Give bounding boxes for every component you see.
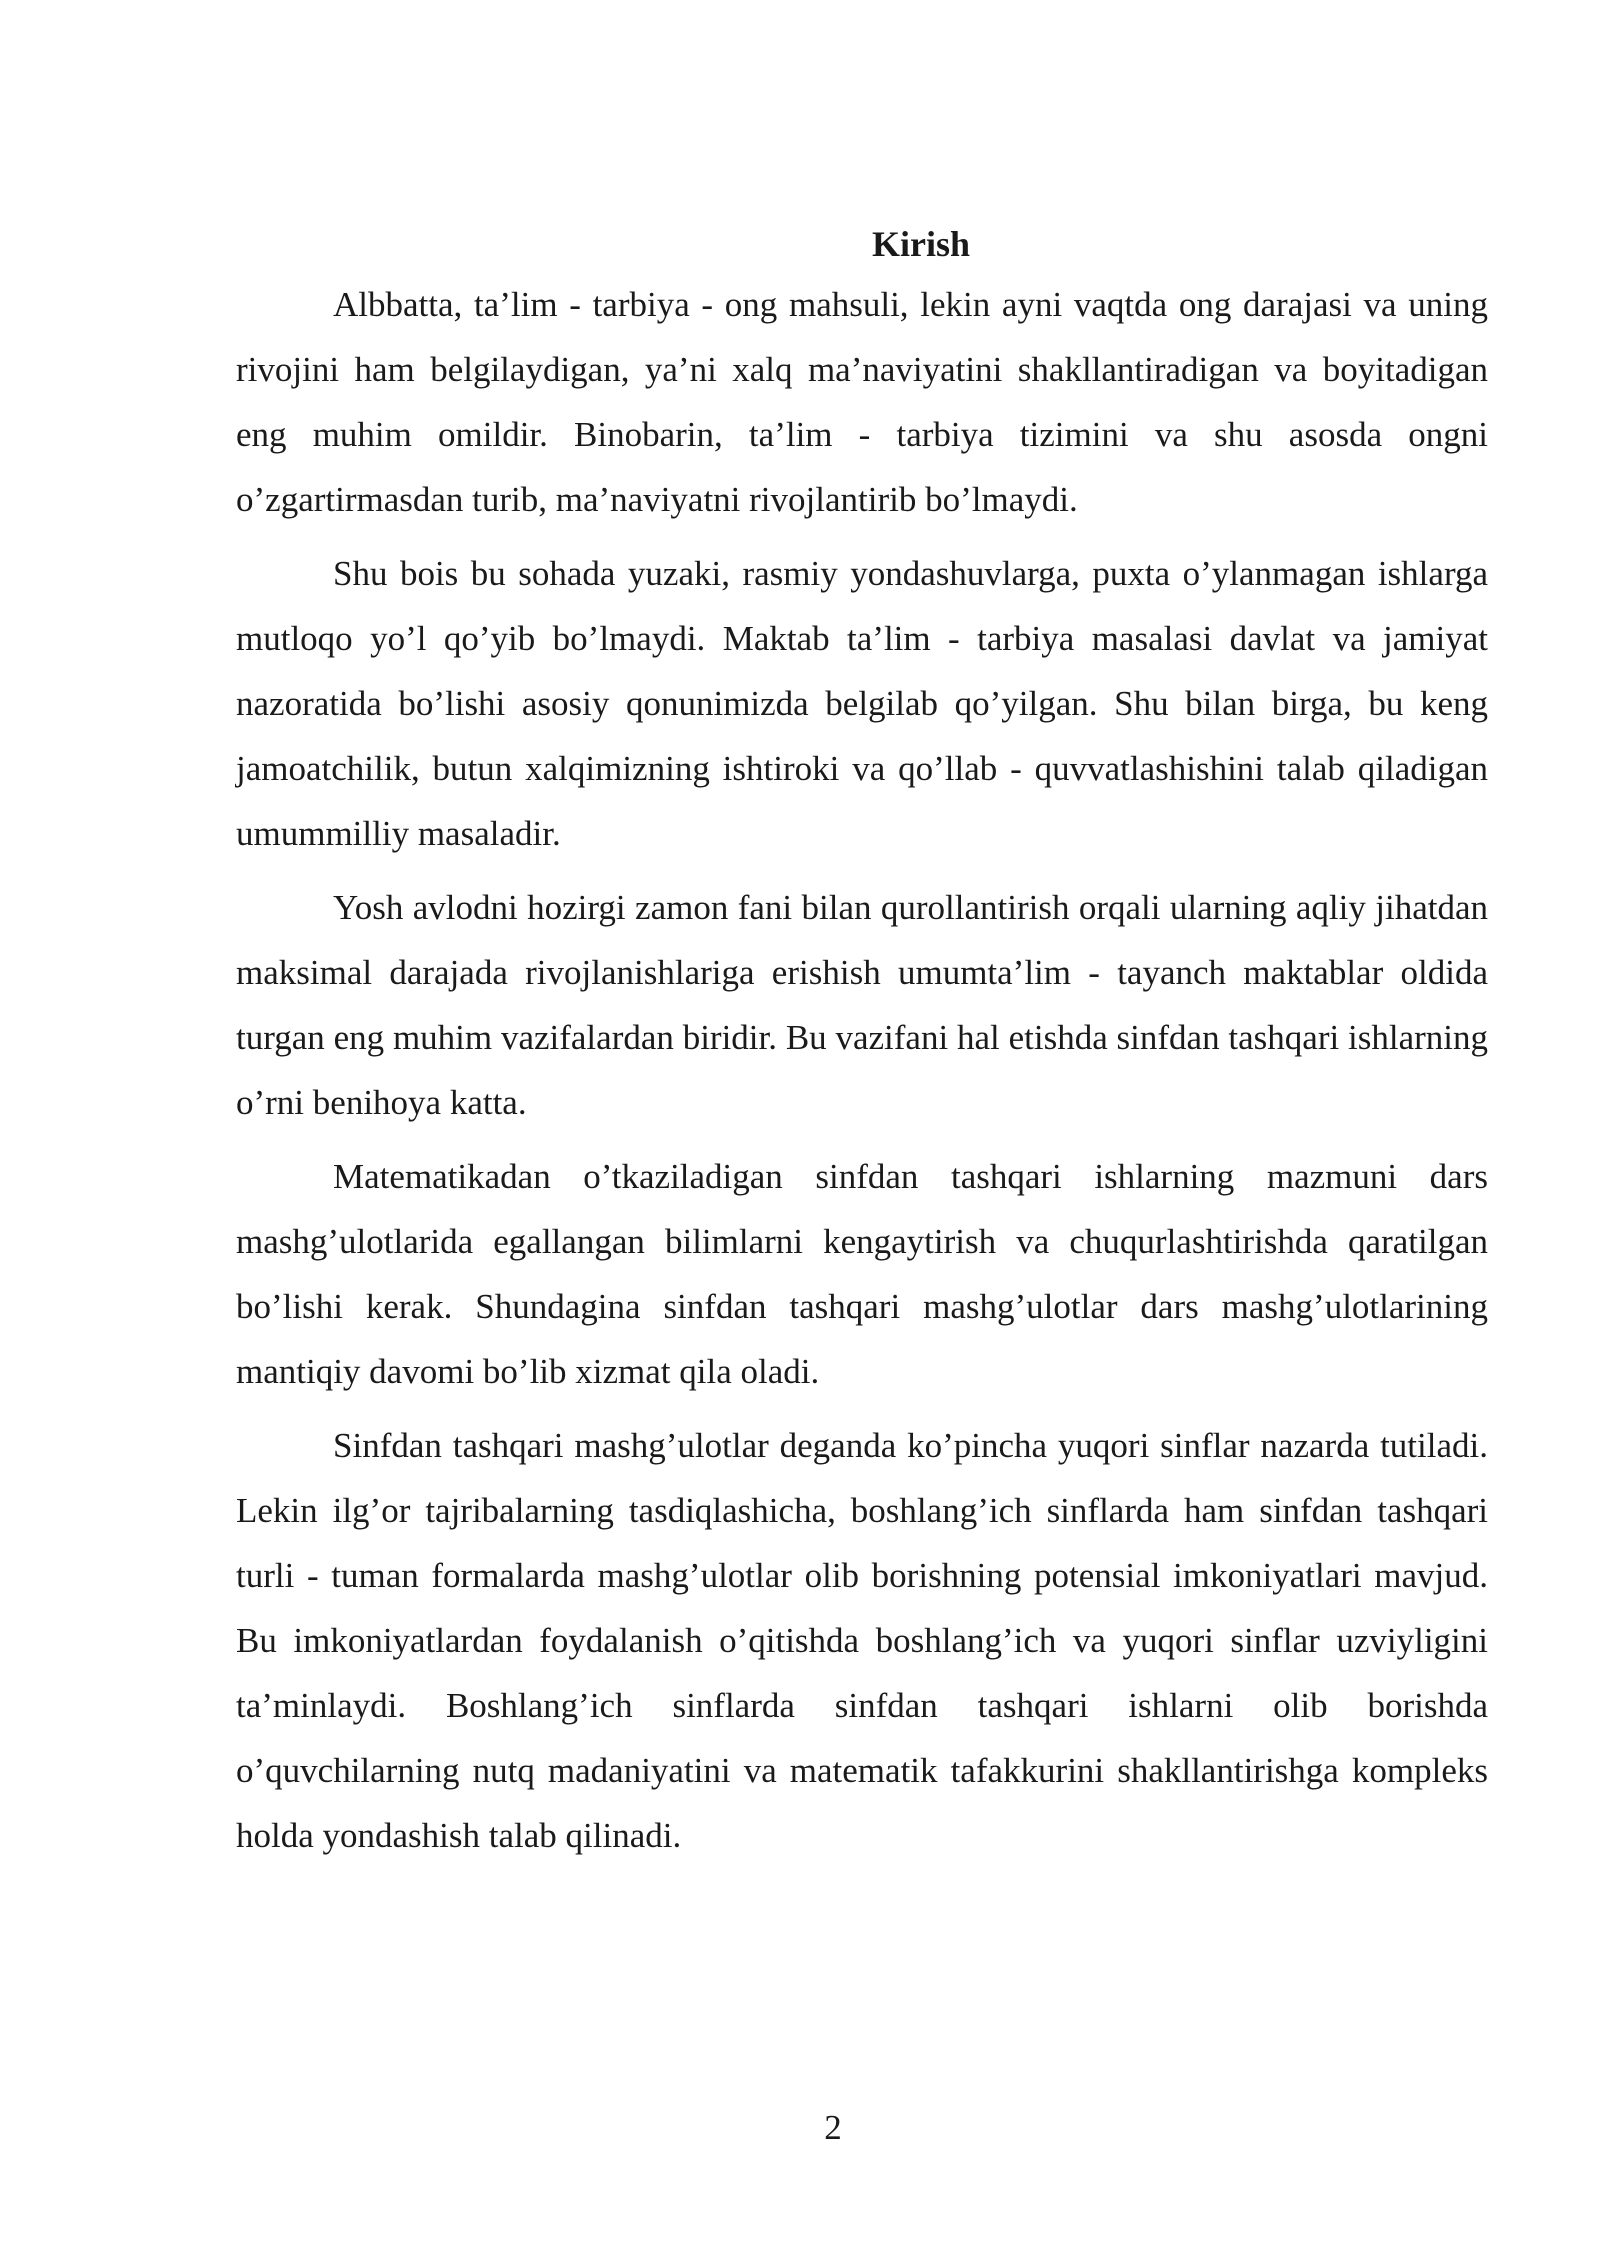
page-content: [236, 216, 1488, 1877]
section-title: Kirish: [871, 224, 970, 264]
paragraph: Albbatta, ta’lim - tarbiya - ong mahsuli, lekin ayni vaqtda ong darajasi va uning rivojini ham belgilaydigan, ya’ni xalq ma’naviyatini shakllantiradigan va boyitadigan eng muhim omildir. Binobarin, ta’lim - tarbiya tizimini va shu asosda ongni o’zgartirmasdan turib, ma’naviyatni rivojlantirib bo’lmaydi.: [236, 285, 1488, 519]
page-number: 2: [824, 2108, 842, 2147]
paragraph: Matematikadan o’tkaziladigan sinfdan tashqari ishlarning mazmuni dars mashg’ulotlarida egallangan bilimlarni kengaytirish va chuqurlashtirishda qaratilgan bo’lishi kerak. Shundagina sinfdan tashqari mashg’ulotlar dars mashg’ulotlarining mantiqiy davomi bo’lib xizmat qila oladi.: [236, 1157, 1488, 1391]
paragraph: Yosh avlodni hozirgi zamon fani bilan qurollantirish orqali ularning aqliy jihatdan maksimal darajada rivojlanishlariga erishish umumta’lim - tayanch maktablar oldida turgan eng muhim vazifalardan biridir. Bu vazifani hal etishda sinfdan tashqari ishlarning o’rni benihoya katta.: [236, 888, 1488, 1122]
paragraph: Shu bois bu sohada yuzaki, rasmiy yondashuvlarga, puxta o’ylanmagan ishlarga mutloqo yo’l qo’yib bo’lmaydi. Maktab ta’lim - tarbiya masalasi davlat va jamiyat nazoratida bo’lishi asosiy qonunimizda belgilab qo’yilgan. Shu bilan birga, bu keng jamoatchilik, butun xalqimizning ishtiroki va qo’llab - quvvatlashishini talab qiladigan umummilliy masaladir.: [236, 554, 1488, 853]
paragraph: Sinfdan tashqari mashg’ulotlar deganda ko’pincha yuqori sinflar nazarda tutiladi. Lekin ilg’or tajribalarning tasdiqlashicha, boshlang’ich sinflarda ham sinfdan tashqari turli - tuman formalarda mashg’ulotlar olib borishning potensial imkoniyatlari mavjud. Bu imkoniyatlardan foydalanish o’qitishda boshlang’ich va yuqori sinflar uzviyligini ta’minlaydi. Boshlang’ich sinflarda sinfdan tashqari ishlarni olib borishda o’quvchilarning nutq madaniyatini va matematik tafakkurini shakllantirishga kompleks holda yondashish talab qilinadi.: [236, 1426, 1488, 1855]
